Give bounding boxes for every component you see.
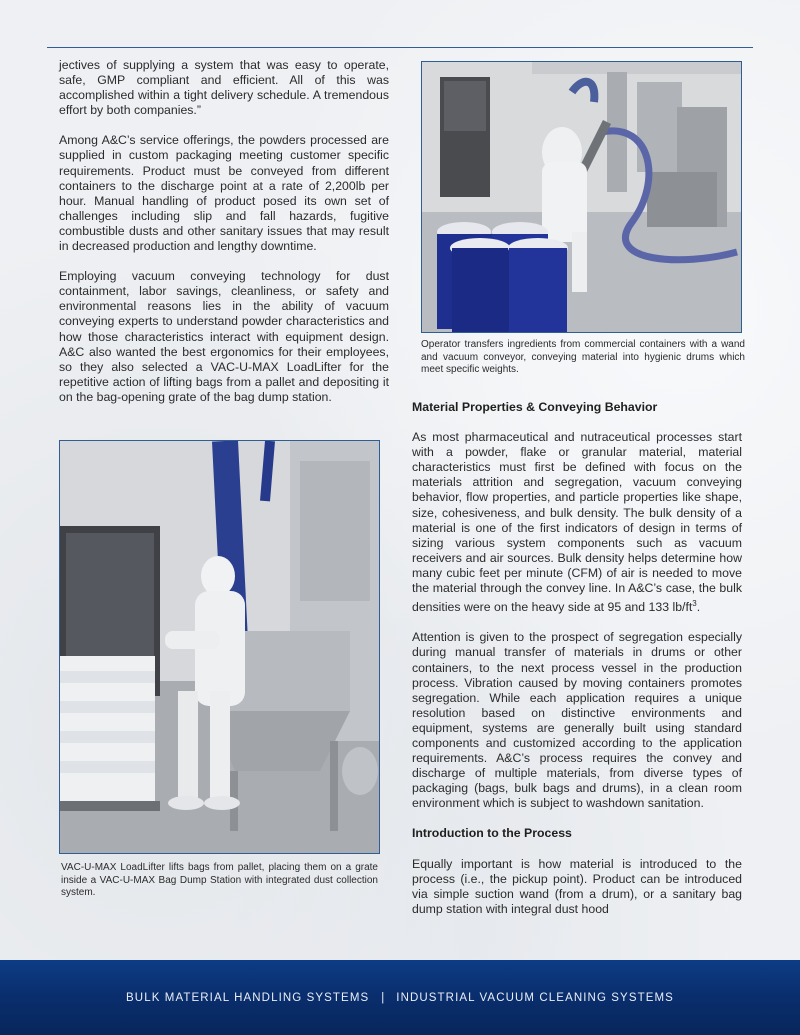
right-text-column [412, 400, 742, 932]
paragraph: Attention is given to the prospect of segregation especially during manual transfer of materials in drums or other containers, to the next process vessel in the production process. Vibration caused by moving containers promotes segregation. While each application requires a unique resolution based on distinctive environments and equipment, systems are generally built using standard components and customized according to the application requirements. A&C’s process requires the convey and discharge of multiple materials, from diverse types of packaging (bags, bulk bags and drums), in a clean room environment which is subject to washdown sanitation. [412, 630, 742, 811]
photo-caption: VAC-U-MAX LoadLifter lifts bags from pallet, placing them on a grate inside a VAC-U-MAX Bag Dump Station with integrated dust collection system. [61, 862, 378, 898]
paragraph-text: As most pharmaceutical and nutraceutical processes start with a powder, flake or granular material, material characteristics must first be defined with focus on the materials attrition and segregation, vacuum conveying behavior, flow properties, and particle properties like shape, size, cohesiveness, and bulk density. The bulk density of a material is one of the first indicators of design in terms of sizing various system components such as vacuum receivers and air sources. Bulk density helps determine how many cubic feet per minute (CFM) of air is needed to move the material through the convey line. In A&C’s case, the bulk densities were on the heavy side at 95 and 133 lb/ft [412, 430, 742, 615]
left-text-column [59, 58, 389, 420]
footer-separator: | [381, 991, 385, 1004]
photo-caption: Operator transfers ingredients from commercial containers with a wand and vacuum conveyor, conveying material into hygienic drums which meet specific weights. [421, 339, 745, 375]
footer-banner [0, 960, 800, 1035]
paragraph-end: . [696, 600, 701, 615]
paragraph [412, 430, 742, 615]
paragraph: Equally important is how material is introduced to the process (i.e., the pickup point). Product can be introduced via simple suction wand (from a drum), or a sanitary bag dump station with integral dust hood [412, 856, 742, 916]
photo-operator-vacuum-wand [421, 61, 742, 333]
paragraph: Employing vacuum conveying technology for dust containment, labor savings, cleanliness, or safety and environmental reasons lies in the ability of vacuum conveying experts to understand powder characteristics and how those characteristics interact with equipment design. A&C also wanted the best ergonomics for their employees, so they also selected a VAC-U-MAX LoadLifter for the repetitive action of lifting bags from a pallet and depositing it on the bag-opening grate of the bag dump station. [59, 269, 389, 404]
superscript: 3 [692, 599, 697, 609]
section-heading: Introduction to the Process [412, 826, 572, 841]
footer-text-right: INDUSTRIAL VACUUM CLEANING SYSTEMS [396, 991, 674, 1004]
footer-text-left: BULK MATERIAL HANDLING SYSTEMS [126, 991, 370, 1004]
photo-loadlifter-bag-dump [59, 440, 380, 854]
section-heading: Material Properties & Conveying Behavior [412, 400, 658, 414]
header-rule [47, 47, 753, 48]
paragraph: Among A&C’s service offerings, the powders processed are supplied in custom packaging meeting customer specific requirements. Product must be conveyed from different containers to the discharge point at a rate of 2,200lb per hour. Manual handling of product posed its own set of challenges including slip and fall hazards, fugitive combustible dusts and other sanitary issues that may result in decreased production and lengthy downtime. [59, 133, 389, 254]
paragraph: jectives of supplying a system that was easy to operate, safe, GMP compliant and efficient. All of this was accomplished within a tight delivery schedule. A tremendous effort by both companies.” [59, 58, 389, 118]
